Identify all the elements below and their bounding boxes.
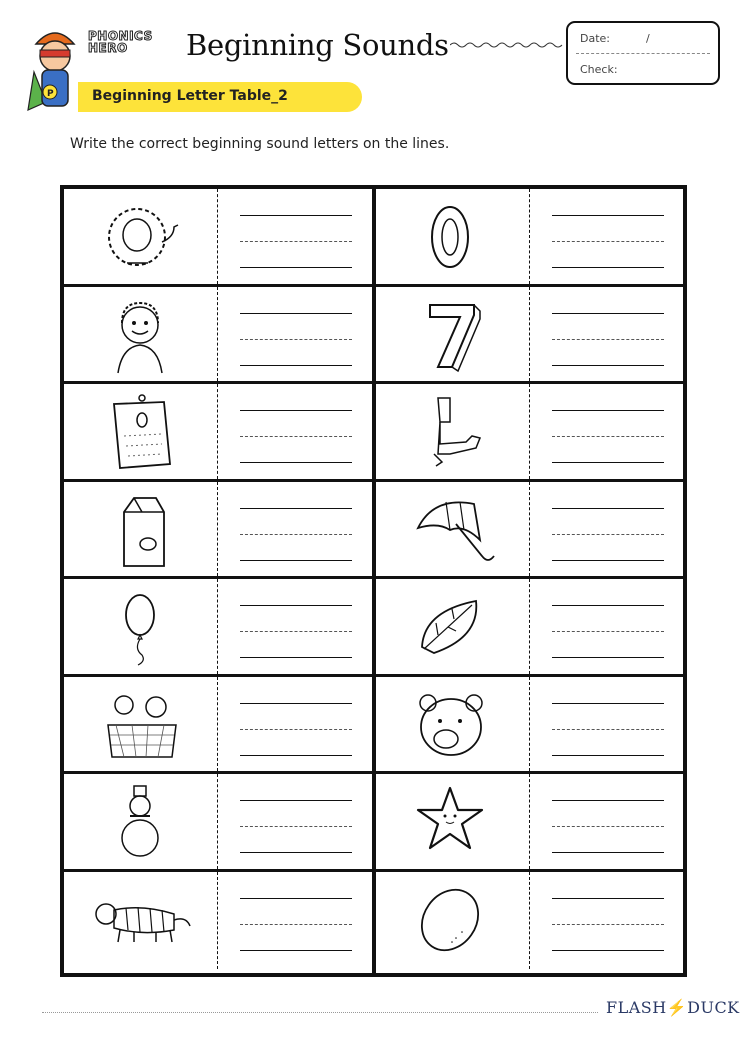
table-row <box>376 287 684 385</box>
table-row <box>64 384 372 482</box>
writing-lines[interactable] <box>240 605 352 661</box>
date-check-box <box>566 21 720 85</box>
lemon-icon <box>394 880 514 960</box>
date-label: Date: <box>580 32 610 45</box>
table-row <box>376 384 684 482</box>
star-icon <box>394 782 514 862</box>
writing-lines[interactable] <box>552 605 664 661</box>
row-separator <box>217 384 218 479</box>
row-separator <box>529 774 530 869</box>
snowman-icon <box>82 782 202 862</box>
table-row <box>376 189 684 287</box>
table-row <box>64 189 372 287</box>
brand-line-2: HERO <box>88 41 128 55</box>
balloon-icon <box>82 587 202 667</box>
leaf-icon <box>394 587 514 667</box>
row-separator <box>217 482 218 577</box>
basketball-players-icon <box>82 685 202 765</box>
writing-lines[interactable] <box>240 898 352 954</box>
row-separator <box>529 482 530 577</box>
left-column <box>64 189 372 973</box>
table-row <box>376 579 684 677</box>
writing-lines[interactable] <box>240 703 352 759</box>
footer-rule <box>42 1012 598 1013</box>
table-row <box>64 677 372 775</box>
row-separator <box>529 677 530 772</box>
row-separator <box>217 287 218 382</box>
row-separator <box>217 579 218 674</box>
writing-lines[interactable] <box>240 800 352 856</box>
phonics-hero-mascot-icon <box>26 22 84 114</box>
table-row <box>64 872 372 970</box>
table-row <box>64 579 372 677</box>
writing-lines[interactable] <box>240 215 352 271</box>
arm-icon <box>394 392 514 472</box>
logo-text-right: DUCK <box>687 998 740 1017</box>
table-row <box>376 482 684 580</box>
brand-line-1: PHONICS <box>88 29 153 43</box>
tiger-icon <box>82 880 202 960</box>
row-separator <box>217 677 218 772</box>
lion-icon <box>82 197 202 277</box>
check-label: Check: <box>580 63 618 76</box>
row-separator <box>217 774 218 869</box>
date-divider <box>576 53 710 54</box>
right-column <box>376 189 684 973</box>
subtitle-text: Beginning Letter Table_2 <box>92 88 288 104</box>
writing-lines[interactable] <box>552 410 664 466</box>
table-row <box>64 287 372 385</box>
girl-icon <box>82 295 202 375</box>
row-separator <box>529 287 530 382</box>
page-title: Beginning Sounds <box>186 28 449 62</box>
table-row <box>64 482 372 580</box>
bear-face-icon <box>394 685 514 765</box>
row-separator <box>529 384 530 479</box>
row-separator <box>529 872 530 970</box>
writing-lines[interactable] <box>240 313 352 369</box>
umbrella-icon <box>394 490 514 570</box>
zero-icon <box>394 197 514 277</box>
writing-lines[interactable] <box>240 508 352 564</box>
writing-lines[interactable] <box>240 410 352 466</box>
writing-lines[interactable] <box>552 800 664 856</box>
squiggle-decoration <box>450 40 566 50</box>
seven-icon <box>394 295 514 375</box>
writing-lines[interactable] <box>552 313 664 369</box>
row-separator <box>217 872 218 970</box>
instruction-text: Write the correct beginning sound letters on the lines. <box>70 136 450 152</box>
brand-logo-text <box>88 30 153 54</box>
writing-lines[interactable] <box>552 508 664 564</box>
table-row <box>376 677 684 775</box>
calendar-icon <box>82 392 202 472</box>
table-row <box>376 774 684 872</box>
subtitle-banner <box>78 82 362 112</box>
writing-lines[interactable] <box>552 898 664 954</box>
writing-lines[interactable] <box>552 703 664 759</box>
worksheet-table <box>60 185 687 977</box>
flashduck-logo <box>606 998 740 1017</box>
logo-text-left: FLASH <box>606 998 667 1017</box>
table-row <box>376 872 684 970</box>
row-separator <box>529 579 530 674</box>
date-slash: / <box>646 32 650 45</box>
table-row <box>64 774 372 872</box>
milk-carton-icon <box>82 490 202 570</box>
row-separator <box>217 189 218 284</box>
writing-lines[interactable] <box>552 215 664 271</box>
lightning-icon: ⚡ <box>666 998 688 1017</box>
row-separator <box>529 189 530 284</box>
svg-text:P: P <box>47 89 54 99</box>
